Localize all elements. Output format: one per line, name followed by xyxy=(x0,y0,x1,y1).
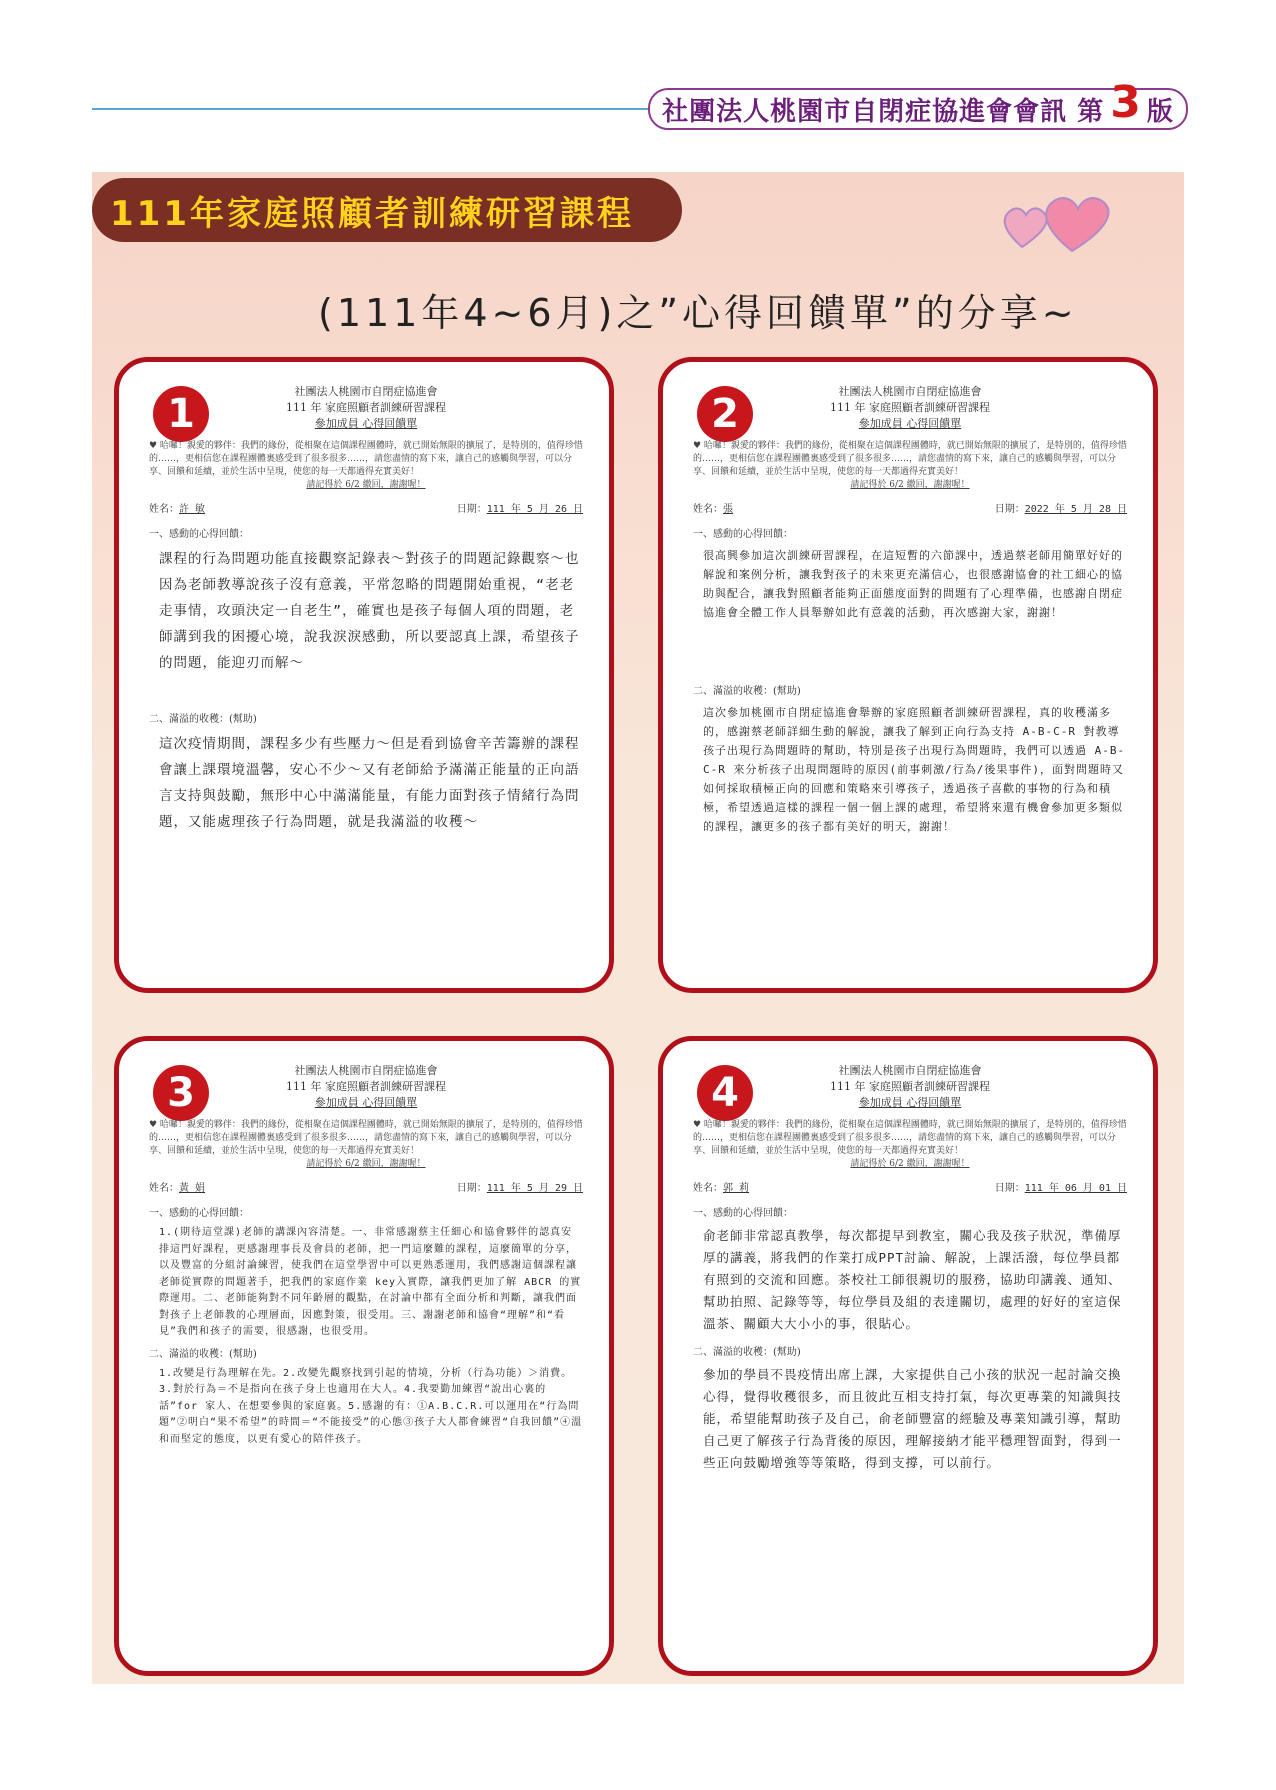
form-course: 111 年 家庭照顧者訓練研習課程 xyxy=(286,401,446,414)
form-meta: 姓名：張 日期：2022 年 5 月 28 日 xyxy=(693,504,1127,515)
feedback-form xyxy=(149,384,583,835)
form-intro: ♥ 哈囉！親愛的夥伴：我們的緣份，從相聚在這個課程團體時，就已開始無限的擴展了，是特別的，值得珍惜的……，更相信您在課程團體裏感受到了很多很多……，請您盡情的寫下來，讓自己的感觸與學習，可以分享、回饋和延續，並於生活中呈現，使您的每一天都過得充實美好！ 請記得於 6/2 繳回，謝謝喔！ xyxy=(693,441,1127,490)
card-number-badge: 1 xyxy=(153,386,209,442)
feedback-form xyxy=(693,384,1127,836)
respondent-date: 111 年 5 月 26 日 xyxy=(486,504,583,515)
feedback-card-3 xyxy=(114,1036,614,1676)
respondent-name: 黃 娟 xyxy=(179,1183,206,1194)
handwritten-gain: 這次參加桃園市自閉症協進會舉辦的家庭照顧者訓練研習課程，真的收穫滿多的，感謝蔡老師詳細生動的解說，讓我了解到正向行為支持 A-B-C-R 對教導孩子出現行為問題時的幫助，特別是孩子出現行為問題時，我們可以透過 A-B-C-R 來分析孩子出現問題時的原因(前事刺激/行為/後果事件)，面對問題時又如何採取積極正向的回應和策略來引導孩子，透過孩子喜歡的事物的行為和積極，希望透過這樣的課程一個一個上課的處理，希望將來還有機會參加更多類似的課程，讓更多的孩子都有美好的明天，謝謝！ xyxy=(703,706,1126,833)
handwritten-feedback: 1.(期待這堂課)老師的講課內容清楚。一、非常感謝蔡主任細心和協會夥伴的認真安排這門好課程，更感謝理事長及會員的老師，把一門這麼難的課程，這麼簡單的分享，以及豐富的分組討論練習，使我們在這堂學習中可以更熟悉運用，我們感謝這個課程讓老師從實際的問題著手，把我們的家庭作業 key入實際，讓我們更加了解 ABCR 的實際運用。二、老師能夠對不同年齡層的觀點，在討論中都有全面分析和判斷，讓我們面對孩子上老師教的心理層面，因應對策，很受用。三、謝謝老師和協會“理解”和“看見”我們和孩子的需要，很感謝，也很受用。 xyxy=(159,1227,582,1337)
banner-title: 111年家庭照顧者訓練研習課程 xyxy=(110,193,634,234)
form-intro: ♥ 哈囉！親愛的夥伴：我們的緣份，從相聚在這個課程團體時，就已開始無限的擴展了，是特別的，值得珍惜的……，更相信您在課程團體裏感受到了很多很多……，請您盡情的寫下來，讓自己的感觸與學習，可以分享、回饋和延續，並於生活中呈現，使您的每一天都過得充實美好！ 請記得於 6/2 繳回，謝謝喔！ xyxy=(693,1120,1127,1169)
page-suffix: 版 xyxy=(1146,96,1174,127)
feedback-card-4 xyxy=(658,1036,1158,1676)
form-title: 參加成員 心得回饋單 xyxy=(858,1096,962,1109)
handwritten-feedback: 課程的行為問題功能直接觀察記錄表～對孩子的問題記錄觀察～也因為老師教導說孩子沒有意義，平常忽略的問題開始重視，“老老走事情，攻頭決定一自老生”，確實也是孩子每個人項的問題，老師講到我的困擾心境，說我淚淚感動，所以要認真上課，希望孩子的問題，能迎刃而解～ xyxy=(159,551,580,671)
respondent-date: 111 年 06 月 01 日 xyxy=(1024,1183,1127,1194)
hearts-icon xyxy=(1000,185,1120,255)
handwritten-gain: 1.改變是行為理解在先。2.改變先觀察找到引起的情境，分析（行為功能）＞消費。3.對於行為＝不是指向在孩子身上也適用在大人。4.我要勤加練習“說出心裏的話”for 家人、在想要參與的家庭裏。5.感謝的有：①A.B.C.R.可以運用在“行為問題”②明白“果不希望”的時間＝“不能接受”的心態③孩子大人都會練習“自我回饋”④溫和而堅定的態度，以更有愛心的陪伴孩子。 xyxy=(159,1367,583,1445)
feedback-form xyxy=(149,1063,583,1448)
form-intro: ♥ 哈囉！親愛的夥伴：我們的緣份，從相聚在這個課程團體時，就已開始無限的擴展了，是特別的，值得珍惜的……，更相信您在課程團體裏感受到了很多很多……，請您盡情的寫下來，讓自己的感觸與學習，可以分享、回饋和延續，並於生活中呈現，使您的每一天都過得充實美好！ 請記得於 6/2 繳回，謝謝喔！ xyxy=(149,1120,583,1169)
handwritten-gain: 參加的學員不畏疫情出席上課，大家提供自己小孩的狀況一起討論交換心得，覺得收穫很多，而且彼此互相支持打氣，每次更專業的知識與技能，希望能幫助孩子及自己，俞老師豐富的經驗及專業知識引導，幫助自己更了解孩子行為背後的原因，理解接納才能平穩理智面對，得到一些正向鼓勵增強等等策略，得到支撐，可以前行。 xyxy=(703,1367,1122,1470)
respondent-name: 許 敏 xyxy=(179,504,206,515)
form-title: 參加成員 心得回饋單 xyxy=(314,1096,418,1109)
form-meta: 姓名：許 敏 日期：111 年 5 月 26 日 xyxy=(149,504,583,515)
respondent-date: 2022 年 5 月 28 日 xyxy=(1024,504,1127,515)
respondent-name: 張 xyxy=(723,504,733,515)
card-number-badge: 3 xyxy=(153,1065,209,1121)
page-subtitle: (111年4~6月)之”心得回饋單”的分享~ xyxy=(318,291,1078,335)
newsletter-header-badge xyxy=(648,77,1188,130)
handwritten-gain: 這次疫情期間，課程多少有些壓力～但是看到協會辛苦籌辦的課程會讓上課環境溫馨，安心不少～又有老師給予滿滿正能量的正向語言支持與鼓勵，無形中心中滿滿能量，有能力面對孩子情緒行為問題，又能處理孩子行為問題，就是我滿溢的收穫～ xyxy=(159,736,580,830)
respondent-date: 111 年 5 月 29 日 xyxy=(486,1183,583,1194)
form-course: 111 年 家庭照顧者訓練研習課程 xyxy=(830,1080,990,1093)
feedback-card-2 xyxy=(658,357,1158,993)
respondent-name: 郭 莉 xyxy=(723,1183,750,1194)
section-feedback-label: 一、感動的心得回饋： xyxy=(149,1208,249,1219)
form-org: 社團法人桃園市自閉症協進會 xyxy=(294,1064,438,1077)
section-gain-label: 二、滿溢的收穫：(幫助) xyxy=(149,714,257,725)
form-course: 111 年 家庭照顧者訓練研習課程 xyxy=(830,401,990,414)
form-meta: 姓名：黃 娟 日期：111 年 5 月 29 日 xyxy=(149,1183,583,1194)
card-number-badge: 4 xyxy=(697,1065,753,1121)
feedback-form xyxy=(693,1063,1127,1474)
section-gain-label: 二、滿溢的收穫：(幫助) xyxy=(149,1348,257,1360)
header-rule xyxy=(92,108,652,110)
handwritten-feedback: 很高興參加這次訓練研習課程，在這短暫的六節課中，透過蔡老師用簡單好好的解說和案例分析，讓我對孩子的未來更充滿信心，也很感謝協會的社工細心的協助與配合，讓我對照顧者能夠正面態度面對的問題有了心理準備，也感謝自閉症協進會全體工作人員舉辦如此有意義的活動，再次感謝大家，謝謝！ xyxy=(703,549,1123,619)
form-due: 請記得於 6/2 繳回，謝謝喔！ xyxy=(850,1159,970,1169)
newsletter-title: 社團法人桃園市自閉症協進會會訊 第 xyxy=(662,96,1105,127)
card-number-badge: 2 xyxy=(697,386,753,442)
form-intro: ♥ 哈囉！親愛的夥伴：我們的緣份，從相聚在這個課程團體時，就已開始無限的擴展了，是特別的，值得珍惜的……，更相信您在課程團體裏感受到了很多很多……，請您盡情的寫下來，讓自己的感觸與學習，可以分享、回饋和延續，並於生活中呈現，使您的每一天都過得充實美好！ 請記得於 6/2 繳回，謝謝喔！ xyxy=(149,441,583,490)
form-org: 社團法人桃園市自閉症協進會 xyxy=(294,385,438,398)
section-feedback-label: 一、感動的心得回饋： xyxy=(149,529,249,540)
form-due: 請記得於 6/2 繳回，謝謝喔！ xyxy=(306,480,426,490)
section-feedback-label: 一、感動的心得回饋： xyxy=(693,1208,793,1219)
form-org: 社團法人桃園市自閉症協進會 xyxy=(838,385,982,398)
section-gain-label: 二、滿溢的收穫：(幫助) xyxy=(693,1347,801,1358)
section-banner xyxy=(92,178,682,242)
section-gain-label: 二、滿溢的收穫：(幫助) xyxy=(693,686,801,697)
form-org: 社團法人桃園市自閉症協進會 xyxy=(838,1064,982,1077)
page-number: 3 xyxy=(1110,77,1141,128)
form-due: 請記得於 6/2 繳回，謝謝喔！ xyxy=(306,1159,426,1169)
handwritten-feedback: 俞老師非常認真教學，每次都提早到教室，關心我及孩子狀況，準備厚厚的講義，將我們的作業打成PPT討論、解說，上課活潑，每位學員都有照到的交流和回應。茶校社工師很親切的服務，協助印講義、通知、幫助拍照、記錄等等，每位學員及組的表達關切，處理的好好的室這保溫茶、關顧大大小小的事，很貼心。 xyxy=(703,1228,1122,1331)
form-due: 請記得於 6/2 繳回，謝謝喔！ xyxy=(850,480,970,490)
feedback-card-1 xyxy=(114,357,614,993)
form-meta: 姓名：郭 莉 日期：111 年 06 月 01 日 xyxy=(693,1183,1127,1194)
form-title: 參加成員 心得回饋單 xyxy=(858,417,962,430)
form-title: 參加成員 心得回饋單 xyxy=(314,417,418,430)
form-course: 111 年 家庭照顧者訓練研習課程 xyxy=(286,1080,446,1093)
section-feedback-label: 一、感動的心得回饋： xyxy=(693,529,793,540)
